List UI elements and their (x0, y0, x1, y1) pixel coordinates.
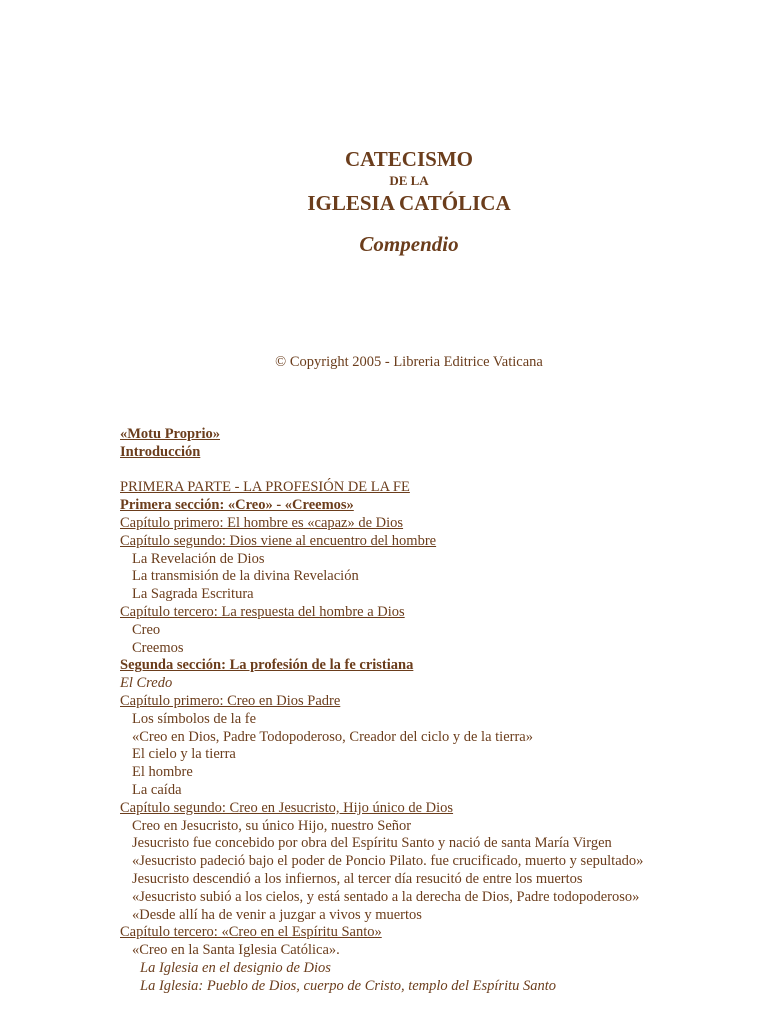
title-de-la: DE LA (389, 173, 429, 188)
link-primera-parte[interactable]: PRIMERA PARTE - LA PROFESIÓN DE LA FE (120, 479, 410, 496)
toc-item: El cielo y la tierra (132, 746, 236, 763)
toc-subitem: La Iglesia: Pueblo de Dios, cuerpo de Cristo, templo del Espíritu Santo (140, 977, 557, 994)
title-catecismo: CATECISMO (345, 147, 473, 171)
link-introduccion[interactable]: Introducción (120, 443, 201, 460)
toc-item: Creo en Jesucristo, su único Hijo, nuestro Señor (132, 817, 412, 834)
toc-item: Creemos (132, 639, 184, 656)
toc-item: «Jesucristo padeció bajo el poder de Poncio Pilato. fue crucificado, muerto y sepultado» (132, 853, 644, 870)
toc-item: Los símbolos de la fe (132, 710, 257, 727)
title-iglesia-catolica: IGLESIA CATÓLICA (307, 191, 511, 215)
toc-item: «Jesucristo subió a los cielos, y está sentado a la derecha de Dios, Padre todopoderoso» (132, 888, 640, 905)
toc-item: Creo (132, 621, 161, 638)
toc-item: «Desde allí ha de venir a juzgar a vivos y muertos (132, 906, 422, 923)
toc-item: «Creo en la Santa Iglesia Católica». (132, 942, 340, 959)
link-s2-capitulo-tercero[interactable]: Capítulo tercero: «Creo en el Espíritu Santo» (120, 924, 382, 941)
toc-item: La Sagrada Escritura (132, 586, 254, 603)
subtitle-compendio: Compendio (359, 232, 459, 256)
copyright-notice: © Copyright 2005 - Libreria Editrice Vaticana (275, 354, 543, 370)
table-of-contents (120, 426, 760, 996)
spacer (120, 462, 760, 480)
title-block (0, 146, 768, 258)
link-capitulo-segundo[interactable]: Capítulo segundo: Dios viene al encuentro del hombre (120, 532, 437, 549)
link-s2-capitulo-segundo[interactable]: Capítulo segundo: Creo en Jesucristo, Hijo único de Dios (120, 799, 454, 816)
link-segunda-seccion[interactable]: Segunda sección: La profesión de la fe cristiana (120, 657, 414, 674)
toc-item: El hombre (132, 764, 193, 781)
toc-item: Jesucristo descendió a los infiernos, al tercer día resucitó de entre los muertos (132, 870, 583, 887)
toc-el-credo: El Credo (120, 675, 173, 692)
link-capitulo-tercero[interactable]: Capítulo tercero: La respuesta del hombre a Dios (120, 603, 405, 620)
link-s2-capitulo-primero[interactable]: Capítulo primero: Creo en Dios Padre (120, 692, 341, 709)
link-motu-proprio[interactable]: «Motu Proprio» (120, 426, 221, 442)
toc-subitem: La Iglesia en el designio de Dios (140, 959, 331, 976)
link-primera-seccion[interactable]: Primera sección: «Creo» - «Creemos» (120, 497, 354, 514)
toc-item: «Creo en Dios, Padre Todopoderoso, Creador del ciclo y de la tierra» (132, 728, 533, 745)
toc-item: Jesucristo fue concebido por obra del Espíritu Santo y nació de santa María Virgen (132, 835, 612, 852)
toc-item: La caída (132, 781, 182, 798)
toc-item: La Revelación de Dios (132, 550, 265, 567)
link-capitulo-primero[interactable]: Capítulo primero: El hombre es «capaz» de Dios (120, 514, 404, 531)
toc-item: La transmisión de la divina Revelación (132, 568, 359, 585)
